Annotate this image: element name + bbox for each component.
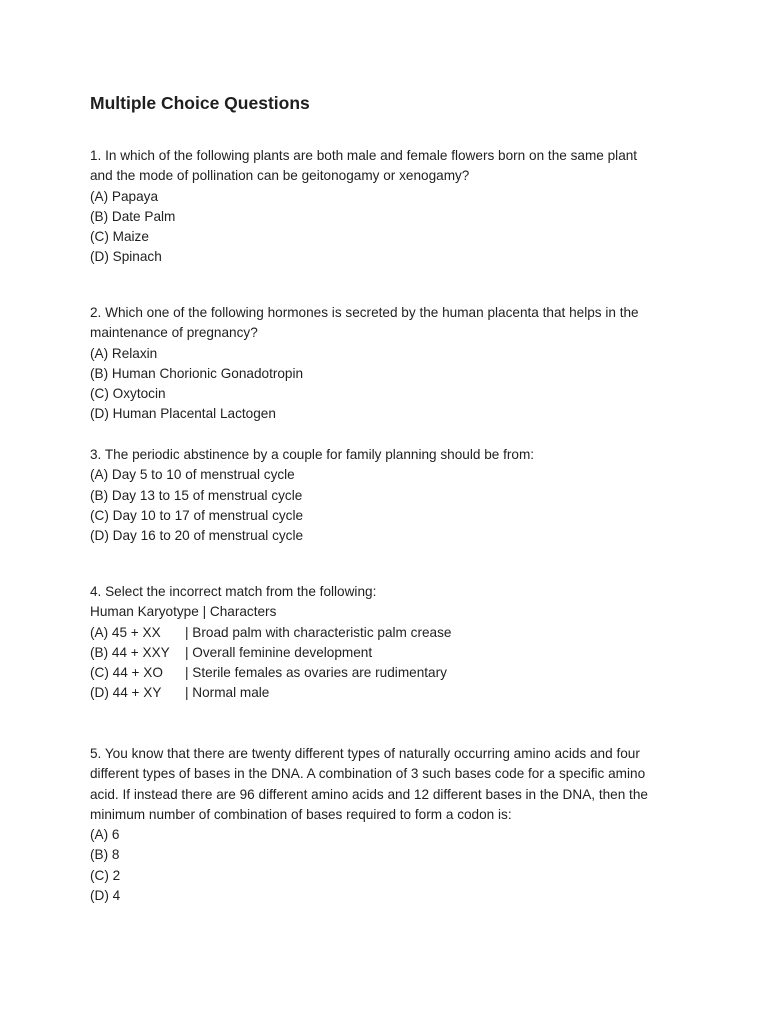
question-5-stem-line: minimum number of combination of bases required to form a codon is: [90,806,512,822]
question-5 [90,744,690,906]
question-2-option-d: (D) Human Placental Lactogen [90,406,276,422]
question-3-option-a: (A) Day 5 to 10 of menstrual cycle [90,467,295,483]
karyotype-cell: (D) 44 + XY [90,685,162,701]
question-3-option-c: (C) Day 10 to 17 of menstrual cycle [90,507,304,523]
karyotype-cell: (A) 45 + XX [90,624,161,640]
question-3 [90,445,690,546]
page-title: Multiple Choice Questions [90,93,310,113]
question-4-match-row-c [90,663,690,683]
question-1-option-d: (D) Spinach [90,249,162,265]
question-3-option-d: (D) Day 16 to 20 of menstrual cycle [90,528,304,544]
question-1-stem-line: and the mode of pollination can be geitonogamy or xenogamy? [90,168,470,184]
question-2-option-a: (A) Relaxin [90,345,158,361]
question-1-option-b: (B) Date Palm [90,208,176,224]
question-1-stem-line: 1. In which of the following plants are both male and female flowers born on the same plant [90,148,638,163]
question-4-match-row-d [90,683,690,703]
question-3-option-b: (B) Day 13 to 15 of menstrual cycle [90,487,303,503]
question-5-option-a: (A) 6 [90,827,120,843]
question-5-stem-line: different types of bases in the DNA. A combination of 3 such bases code for a specific amino [90,766,646,782]
question-1-option-c: (C) Maize [90,229,149,245]
question-4-stem-line: 4. Select the incorrect match from the following: [90,584,377,599]
character-cell: | Sterile females as ovaries are rudimentary [185,665,447,681]
question-4-match-row-a [90,623,690,643]
question-5-option-b: (B) 8 [90,847,120,863]
question-1 [90,146,690,268]
question-5-stem-line: 5. You know that there are twenty different types of naturally occurring amino acids and four [90,746,640,761]
question-2-stem-line: 2. Which one of the following hormones is secreted by the human placenta that helps in the [90,305,639,320]
question-5-option-c: (C) 2 [90,867,121,883]
question-4-match-row-b [90,643,690,663]
karyotype-cell: (C) 44 + XO [90,665,163,681]
character-cell: | Broad palm with characteristic palm crease [185,624,452,640]
question-5-option-d: (D) 4 [90,888,121,904]
question-1-option-a: (A) Papaya [90,188,159,204]
karyotype-cell: (B) 44 + XXY [90,644,170,660]
question-2-option-b: (B) Human Chorionic Gonadotropin [90,365,304,381]
question-2-stem-line: maintenance of pregnancy? [90,325,258,341]
question-4-match-header: Human Karyotype | Characters [90,604,277,620]
question-2 [90,303,690,425]
question-2-option-c: (C) Oxytocin [90,386,166,402]
character-cell: | Overall feminine development [185,644,373,660]
question-4 [90,582,690,704]
question-5-stem-line: acid. If instead there are 96 different amino acids and 12 different bases in the DNA, then the [90,786,648,802]
question-3-stem-line: 3. The periodic abstinence by a couple for family planning should be from: [90,447,535,462]
character-cell: | Normal male [185,685,270,701]
